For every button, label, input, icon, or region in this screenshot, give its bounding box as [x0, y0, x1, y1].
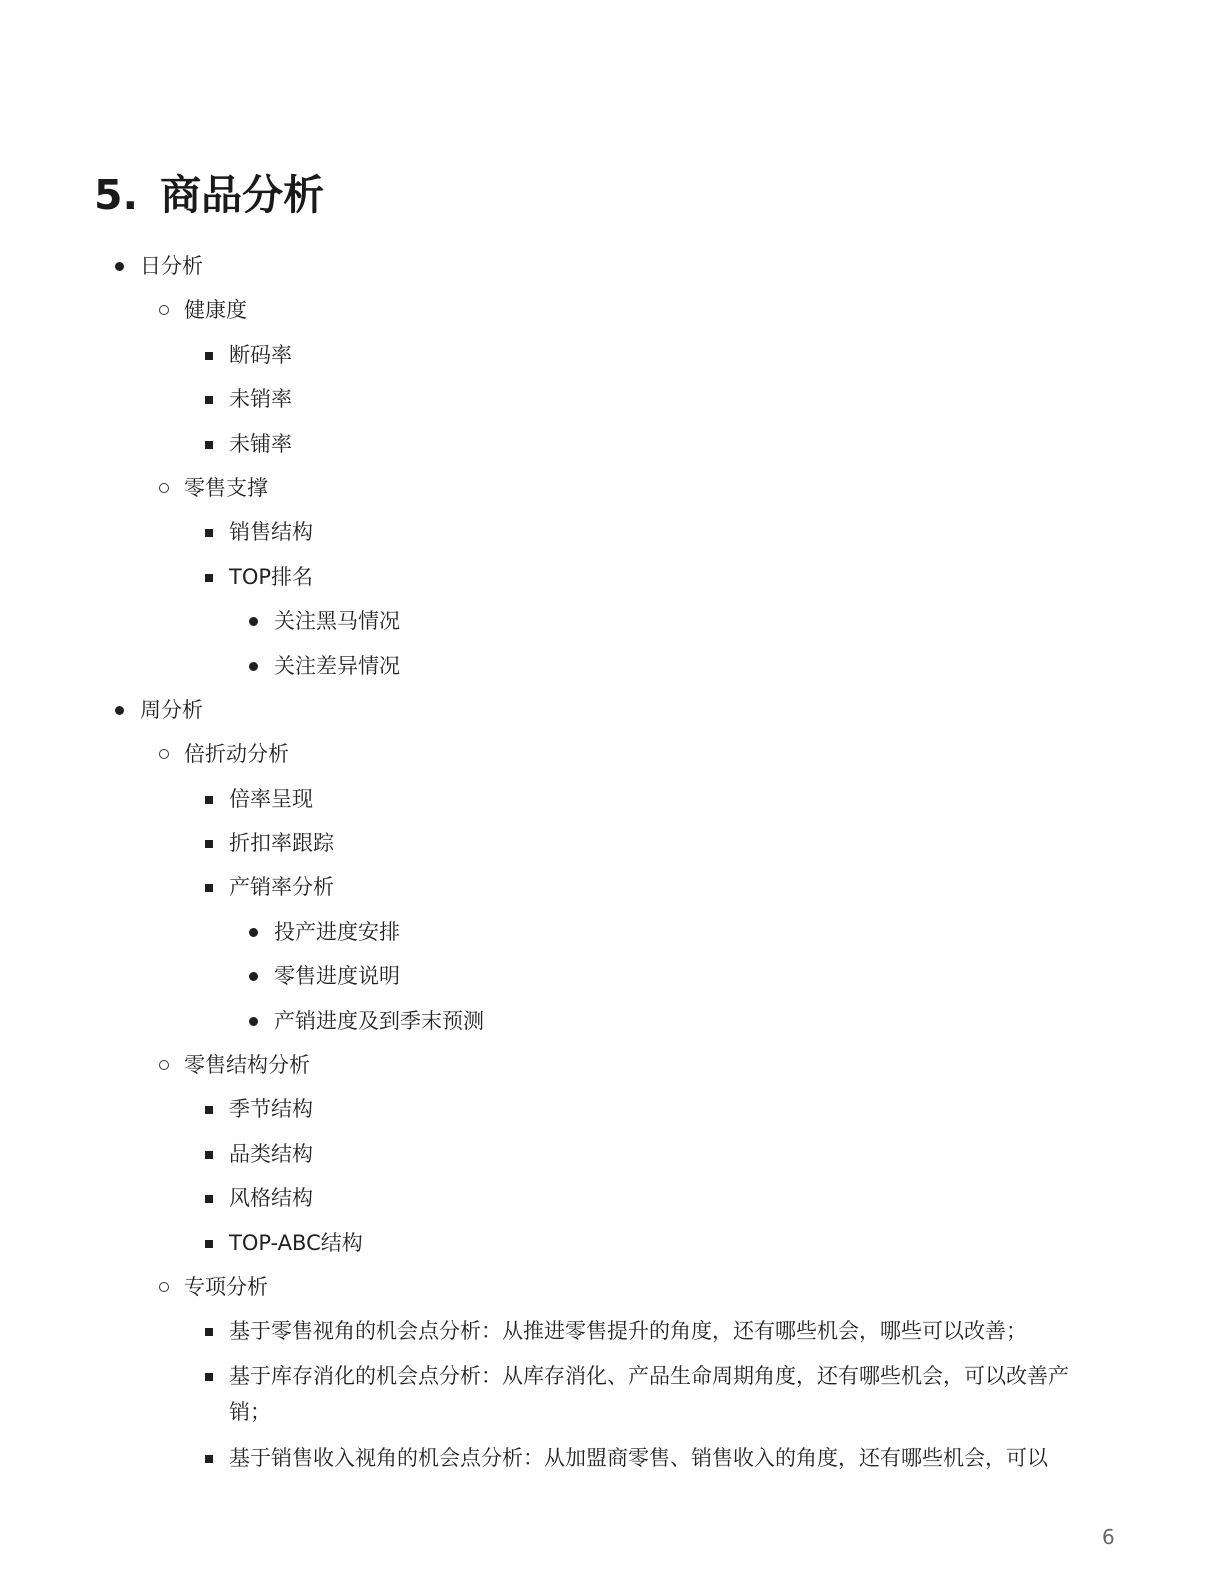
bullet-disc-icon: [249, 617, 258, 626]
outline-item-text: 日分析: [140, 254, 203, 278]
page-number: 6: [1102, 1525, 1115, 1549]
outline-item: [0, 514, 1224, 550]
outline-item-text: TOP排名: [229, 564, 314, 589]
outline-item: [0, 470, 1224, 506]
outline-item-text: 倍折动分析: [184, 742, 289, 767]
bullet-circle-icon: [159, 305, 169, 315]
outline-item: [0, 426, 1224, 462]
outline-item-text: 关注黑马情况: [274, 609, 400, 634]
outline-item-text: 倍率呈现: [229, 786, 313, 811]
bullet-disc-icon: [249, 972, 258, 981]
outline-item-text: 未铺率: [229, 431, 292, 456]
bullet-square-icon: [205, 1106, 213, 1114]
bullet-disc-icon: [249, 662, 258, 671]
bullet-square-icon: [205, 1151, 213, 1159]
outline-item-text: 关注差异情况: [274, 653, 400, 678]
outline-item-text: 零售进度说明: [274, 964, 400, 989]
outline-item-text: 基于零售视角的机会点分析：从推进零售提升的角度，还有哪些机会，哪些可以改善；: [229, 1319, 1027, 1344]
outline-item: [0, 869, 1224, 905]
bullet-circle-icon: [159, 749, 169, 759]
outline-item: [0, 1047, 1224, 1083]
section-title: 商品分析: [160, 171, 325, 219]
bullet-square-icon: [205, 352, 213, 360]
outline-item-text: 基于库存消化的机会点分析：从库存消化、产品生命周期角度，还有哪些机会，可以改善产销；: [229, 1363, 1069, 1424]
outline-item: [0, 1180, 1224, 1216]
outline-item: [0, 248, 1224, 284]
section-heading: [94, 166, 324, 224]
outline-item-text: 零售支撑: [184, 475, 268, 500]
bullet-square-icon: [205, 796, 213, 804]
outline-item: [0, 958, 1224, 994]
outline-item-text: 断码率: [229, 342, 292, 367]
bullet-disc-icon: [249, 928, 258, 937]
outline-item-text: 专项分析: [184, 1274, 268, 1299]
outline-item-text: 品类结构: [229, 1141, 313, 1166]
outline-item-text: 零售结构分析: [184, 1053, 310, 1078]
outline-item: [0, 603, 1224, 639]
outline-item: [0, 337, 1224, 373]
outline-item: [0, 1003, 1224, 1039]
bullet-square-icon: [205, 441, 213, 449]
outline-item: [0, 648, 1224, 684]
outline-item: [0, 781, 1224, 817]
bullet-circle-icon: [159, 483, 169, 493]
outline-item: [0, 1136, 1224, 1172]
outline-item-text: 折扣率跟踪: [229, 831, 334, 856]
bullet-square-icon: [205, 1195, 213, 1203]
bullet-square-icon: [205, 1328, 213, 1336]
outline-item-text: 投产进度安排: [274, 919, 400, 944]
outline-item: [0, 692, 1224, 728]
outline-item: [0, 1091, 1224, 1127]
outline-item: [0, 825, 1224, 861]
bullet-square-icon: [205, 1373, 213, 1381]
outline-item-text: 销售结构: [229, 520, 313, 545]
outline-item-text: 风格结构: [229, 1186, 313, 1211]
outline-item-text: 周分析: [140, 697, 203, 722]
bullet-disc-icon: [115, 706, 124, 715]
bullet-disc-icon: [249, 1017, 258, 1026]
bullet-square-icon: [205, 529, 213, 537]
outline-item-text: TOP-ABC结构: [229, 1230, 363, 1255]
outline-item-text: 基于销售收入视角的机会点分析：从加盟商零售、销售收入的角度，还有哪些机会，可以: [229, 1445, 1048, 1470]
bullet-circle-icon: [159, 1282, 169, 1292]
outline-item: [0, 559, 1224, 595]
outline-item: [0, 1358, 1224, 1430]
outline-item-text: 产销进度及到季末预测: [274, 1008, 484, 1033]
bullet-square-icon: [205, 840, 213, 848]
outline-item-text: 健康度: [184, 298, 247, 323]
bullet-disc-icon: [115, 262, 124, 271]
section-number: 5.: [94, 171, 139, 219]
outline-item: [0, 1440, 1224, 1476]
outline-item: [0, 381, 1224, 417]
outline-item-text: 季节结构: [229, 1097, 313, 1122]
bullet-square-icon: [205, 574, 213, 582]
bullet-square-icon: [205, 884, 213, 892]
outline-list: [0, 248, 1224, 1484]
outline-item: [0, 1313, 1224, 1349]
outline-item-text: 未销率: [229, 387, 292, 412]
bullet-circle-icon: [159, 1060, 169, 1070]
bullet-square-icon: [205, 1455, 213, 1463]
outline-item: [0, 914, 1224, 950]
outline-item: [0, 1225, 1224, 1261]
outline-item: [0, 1269, 1224, 1305]
outline-item: [0, 292, 1224, 328]
bullet-square-icon: [205, 396, 213, 404]
outline-item: [0, 736, 1224, 772]
bullet-square-icon: [205, 1240, 213, 1248]
outline-item-text: 产销率分析: [229, 875, 334, 900]
